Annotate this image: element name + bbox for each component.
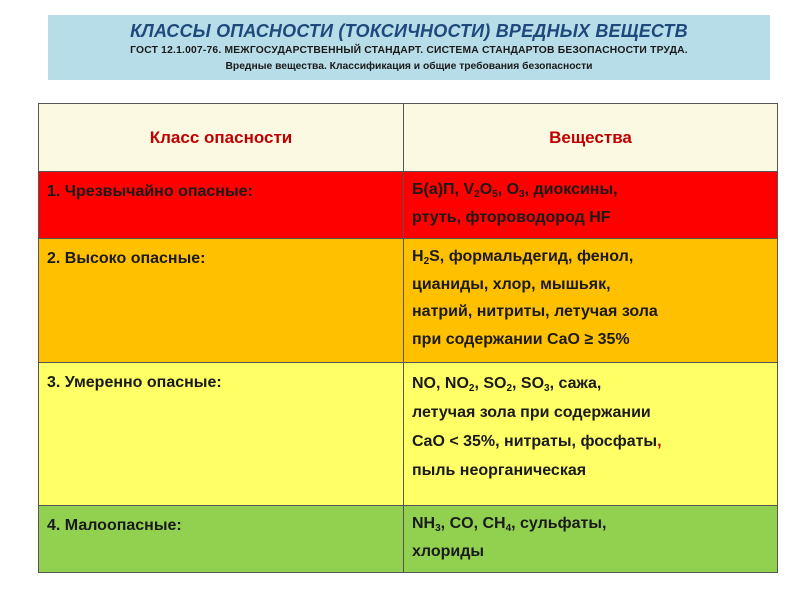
slide-header: [48, 15, 770, 80]
substances-line: Б(а)П, $V_2O_5$, $O_3$, диоксины,: [412, 181, 618, 200]
substances-line: натрий, нитриты, летучая зола: [412, 303, 658, 320]
hazard-class-table: [38, 103, 778, 573]
substances-line: NO, $NO_2$, $SO_2$, $SO_3$, сажа,: [412, 375, 602, 394]
substances-line: летучая зола при содержании: [412, 404, 651, 421]
column-header-class: Класс опасности: [39, 104, 404, 172]
substances-cell: [404, 506, 778, 573]
substances-line: $H_2S$, формальдегид, фенол,: [412, 248, 634, 267]
standard-reference: ГОСТ 12.1.007-76. МЕЖГОСУДАРСТВЕННЫЙ СТАНДАРТ. СИСТЕМА СТАНДАРТОВ БЕЗОПАСНОСТИ ТРУДА.: [130, 45, 688, 56]
table-row: [39, 506, 778, 573]
substances-cell: [404, 363, 778, 506]
standard-name: Вредные вещества. Классификация и общие требования безопасности: [225, 61, 593, 72]
substances-line: хлориды: [412, 543, 485, 560]
table-header-row: [39, 104, 778, 172]
substances-line: $NH_3$, CO, $CH_4$, сульфаты,: [412, 515, 607, 534]
table-row: [39, 363, 778, 506]
substances-cell: [404, 239, 778, 363]
table-row: [39, 239, 778, 363]
hazard-class-cell: 1. Чрезвычайно опасные:: [39, 172, 404, 239]
substances-line: при содержании CaO ≥ 35%: [412, 330, 630, 348]
substances-line: цианиды, хлор, мышьяк,: [412, 275, 611, 293]
hazard-class-cell: 2. Высоко опасные:: [39, 239, 404, 363]
hazard-class-cell: 4. Малоопасные:: [39, 506, 404, 573]
slide-title: КЛАССЫ ОПАСНОСТИ (ТОКСИЧНОСТИ) ВРЕДНЫХ ВЕЩЕСТВ: [130, 21, 688, 41]
substances-line: пыль неорганическая: [412, 462, 587, 479]
substances-cell: [404, 172, 778, 239]
substances-line: CaO < 35%, нитраты, фосфаты,: [412, 433, 662, 450]
table-row: [39, 172, 778, 239]
substances-line: ртуть, фтороводород HF: [412, 209, 611, 226]
hazard-class-cell: 3. Умеренно опасные:: [39, 363, 404, 506]
column-header-substances: Вещества: [404, 104, 778, 172]
